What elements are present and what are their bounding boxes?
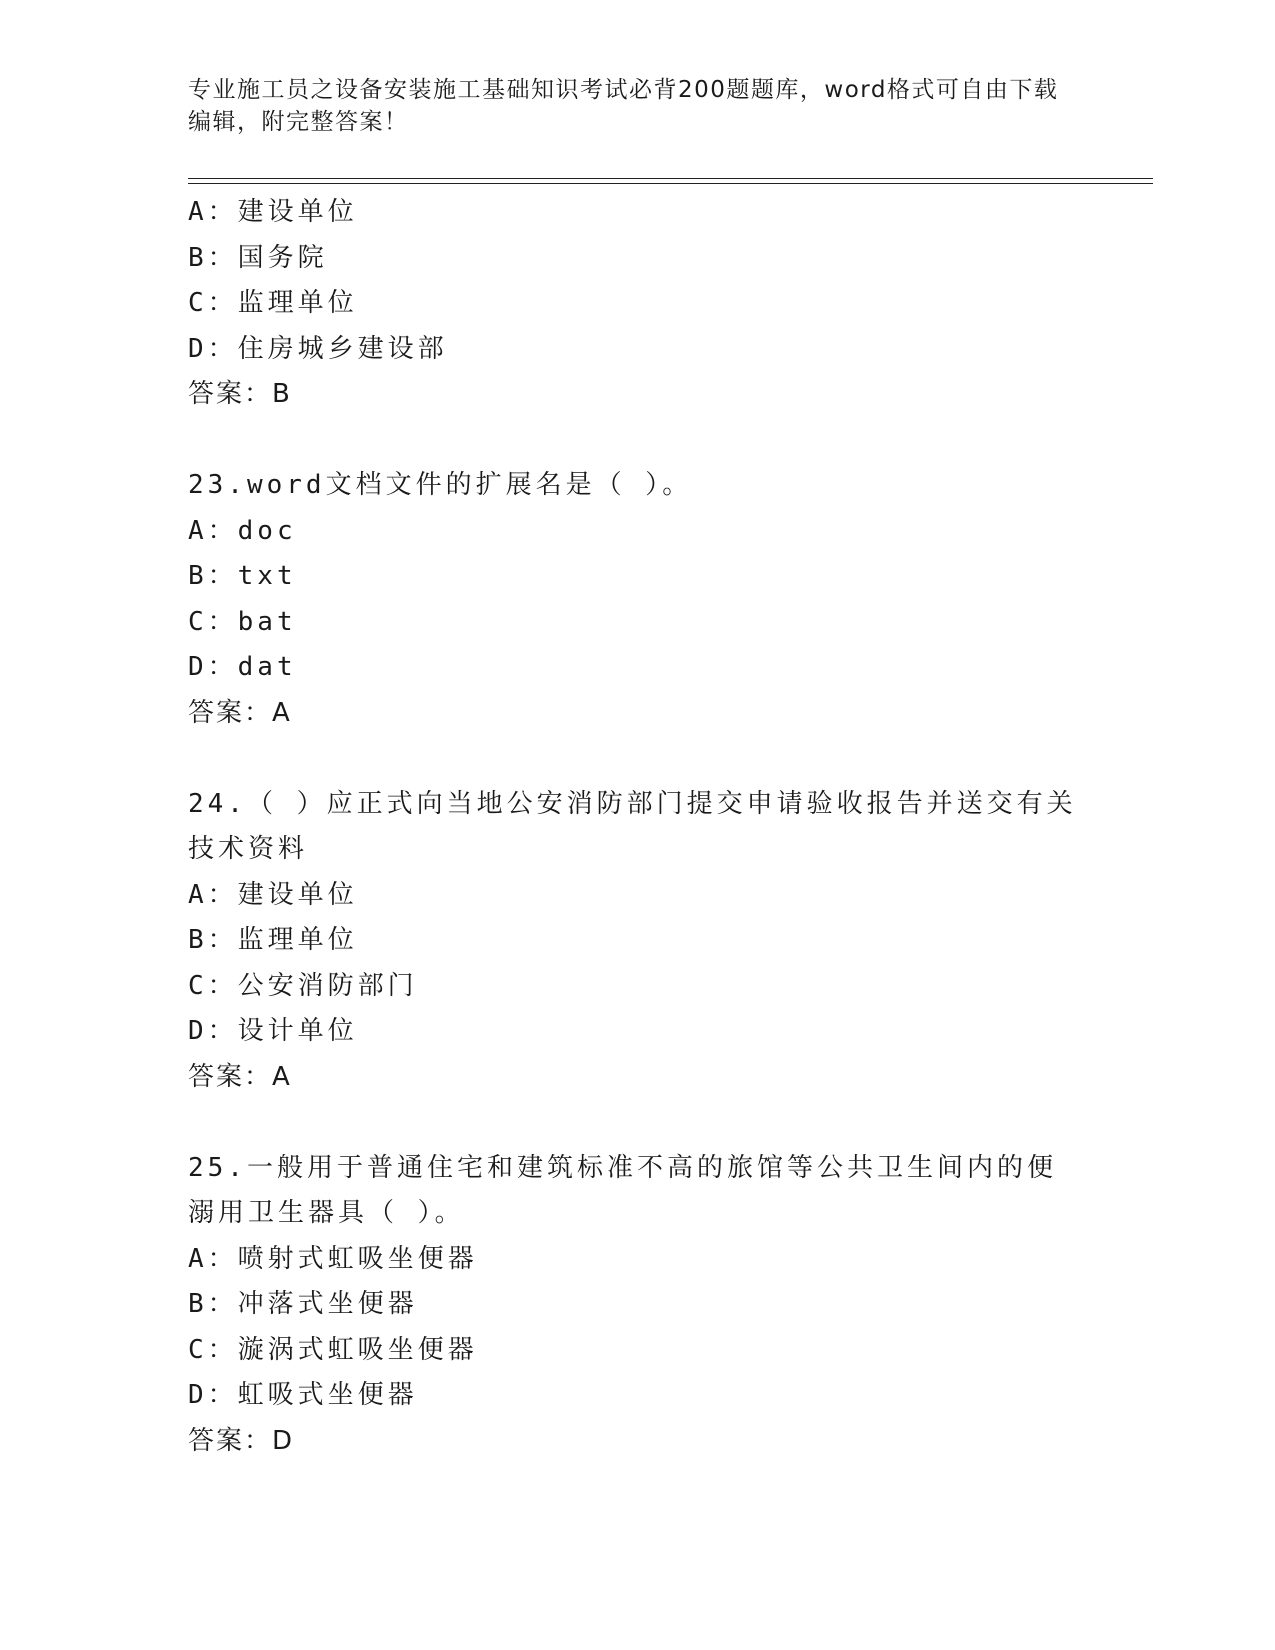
- question-block-22: [188, 190, 1088, 418]
- option-d: D：虹吸式坐便器: [188, 1380, 418, 1410]
- question-list: [188, 190, 1088, 1464]
- option-c: C：漩涡式虹吸坐便器: [188, 1334, 478, 1365]
- spacer: [188, 418, 1088, 464]
- option-a: A：喷射式虹吸坐便器: [188, 1243, 478, 1274]
- option-c: C：bat: [188, 606, 297, 637]
- question-block-25: [188, 1146, 1088, 1465]
- question-text: 24.（ ）应正式向当地公安消防部门提交申请验收报告并送交有关技术资料: [188, 788, 1077, 864]
- answer-label: 答案：B: [188, 379, 292, 409]
- option-a: A：建设单位: [188, 879, 358, 910]
- option-b: B：冲落式坐便器: [188, 1289, 418, 1319]
- option-c: C：监理单位: [188, 288, 358, 318]
- option-a: A：doc: [188, 515, 297, 546]
- option-b: B：监理单位: [188, 925, 358, 955]
- spacer: [188, 736, 1088, 782]
- option-d: D：住房城乡建设部: [188, 333, 448, 364]
- option-b: B：txt: [188, 561, 297, 591]
- document-header: 专业施工员之设备安装施工基础知识考试必背200题题库，word格式可自由下载编辑，附完整答案！: [188, 77, 1059, 135]
- document-page: [188, 0, 1148, 1650]
- answer-label: 答案：A: [188, 697, 292, 728]
- question-text: 25.一般用于普通住宅和建筑标准不高的旅馆等公共卫生间内的便溺用卫生器具（ ）。: [188, 1152, 1057, 1228]
- option-a: A：建设单位: [188, 197, 358, 227]
- option-b: B：国务院: [188, 242, 328, 273]
- option-c: C：公安消防部门: [188, 970, 418, 1001]
- question-text: 23.word文档文件的扩展名是（ ）。: [188, 470, 693, 500]
- header-divider: [188, 178, 1153, 184]
- spacer: [188, 1100, 1088, 1146]
- question-block-23: [188, 463, 1088, 736]
- question-block-24: [188, 782, 1088, 1101]
- option-d: D：设计单位: [188, 1016, 358, 1046]
- answer-label: 答案：A: [188, 1061, 292, 1092]
- answer-label: 答案：D: [188, 1425, 295, 1456]
- option-d: D：dat: [188, 652, 297, 682]
